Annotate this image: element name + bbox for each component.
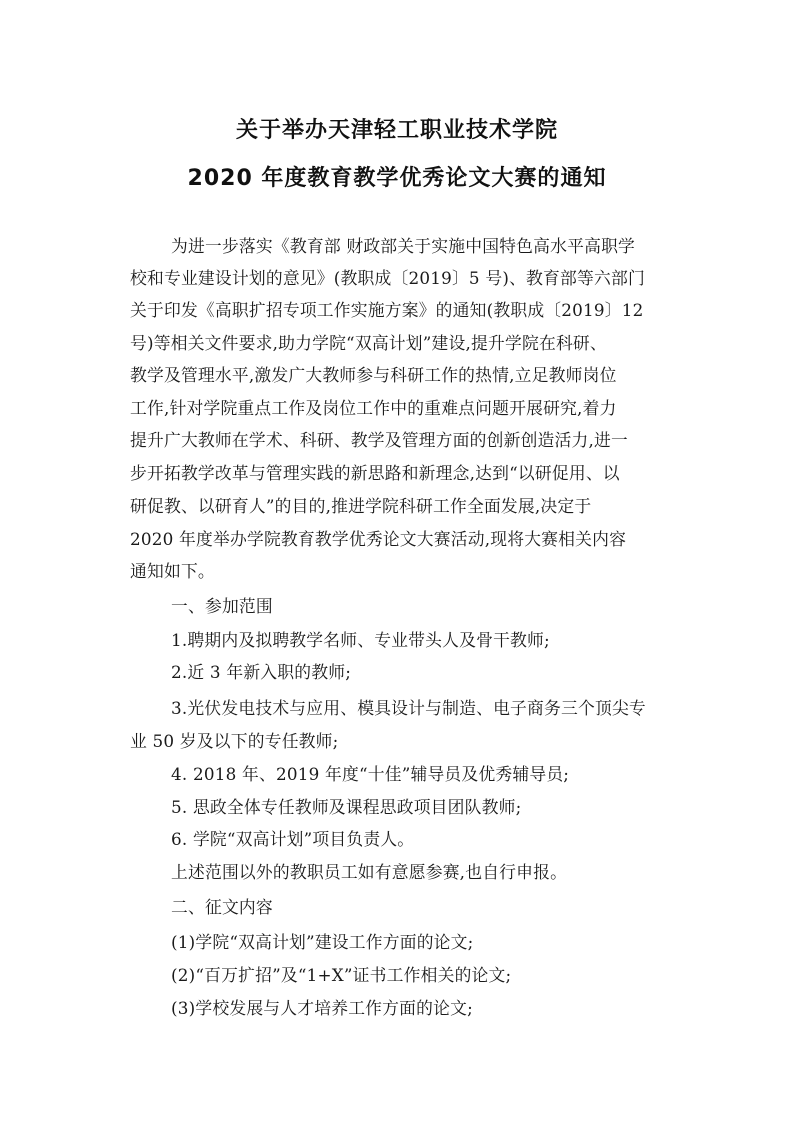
intro-line: 2020 年度举办学院教育教学优秀论文大赛活动,现将大赛相关内容 xyxy=(130,529,627,549)
list-item: (2)“百万扩招”及“1+X”证书工作相关的论文; xyxy=(171,965,512,985)
list-item: 业 50 岁及以下的专任教师; xyxy=(130,731,339,751)
list-item: (1)学院“双高计划”建设工作方面的论文; xyxy=(171,932,474,952)
list-item: 2.近 3 年新入职的教师; xyxy=(171,662,352,682)
document-title-line-2: 2020 年度教育教学优秀论文大赛的通知 xyxy=(187,166,607,191)
intro-line: 通知如下。 xyxy=(130,561,215,581)
section-heading: 二、征文内容 xyxy=(171,897,273,917)
list-item: 4. 2018 年、2019 年度“十佳”辅导员及优秀辅导员; xyxy=(171,764,570,784)
intro-line: 步开拓教学改革与管理实践的新思路和新理念,达到“以研促用、以 xyxy=(130,463,620,483)
list-item: (3)学校发展与人才培养工作方面的论文; xyxy=(171,998,473,1018)
list-item: 1.聘期内及拟聘教学名师、专业带头人及骨干教师; xyxy=(171,630,550,650)
intro-line: 号)等相关文件要求,助力学院“双高计划”建设,提升学院在科研、 xyxy=(130,333,607,353)
list-item: 3.光伏发电技术与应用、模具设计与制造、电子商务三个顶尖专 xyxy=(171,698,646,718)
list-item: 5. 思政全体专任教师及课程思政项目团队教师; xyxy=(171,797,522,817)
intro-line: 校和专业建设计划的意见》(教职成〔2019〕5 号)、教育部等六部门 xyxy=(130,268,645,288)
section-heading: 一、参加范围 xyxy=(171,596,273,616)
intro-line: 关于印发《高职扩招专项工作实施方案》的通知(教职成〔2019〕12 xyxy=(130,300,644,320)
document-title-line-1: 关于举办天津轻工职业技术学院 xyxy=(235,118,558,143)
intro-line: 研促教、以研育人”的目的,推进学院科研工作全面发展,决定于 xyxy=(130,496,592,516)
intro-line: 教学及管理水平,激发广大教师参与科研工作的热情,立足教师岗位 xyxy=(130,365,617,385)
intro-line: 工作,针对学院重点工作及岗位工作中的重难点问题开展研究,着力 xyxy=(130,398,617,418)
intro-line: 为进一步落实《教育部 财政部关于实施中国特色高水平高职学 xyxy=(171,236,636,256)
list-item: 上述范围以外的教职员工如有意愿参赛,也自行申报。 xyxy=(171,862,568,882)
intro-line: 提升广大教师在学术、科研、教学及管理方面的创新创造活力,进一 xyxy=(130,430,628,450)
list-item: 6. 学院“双高计划”项目负责人。 xyxy=(171,829,415,849)
